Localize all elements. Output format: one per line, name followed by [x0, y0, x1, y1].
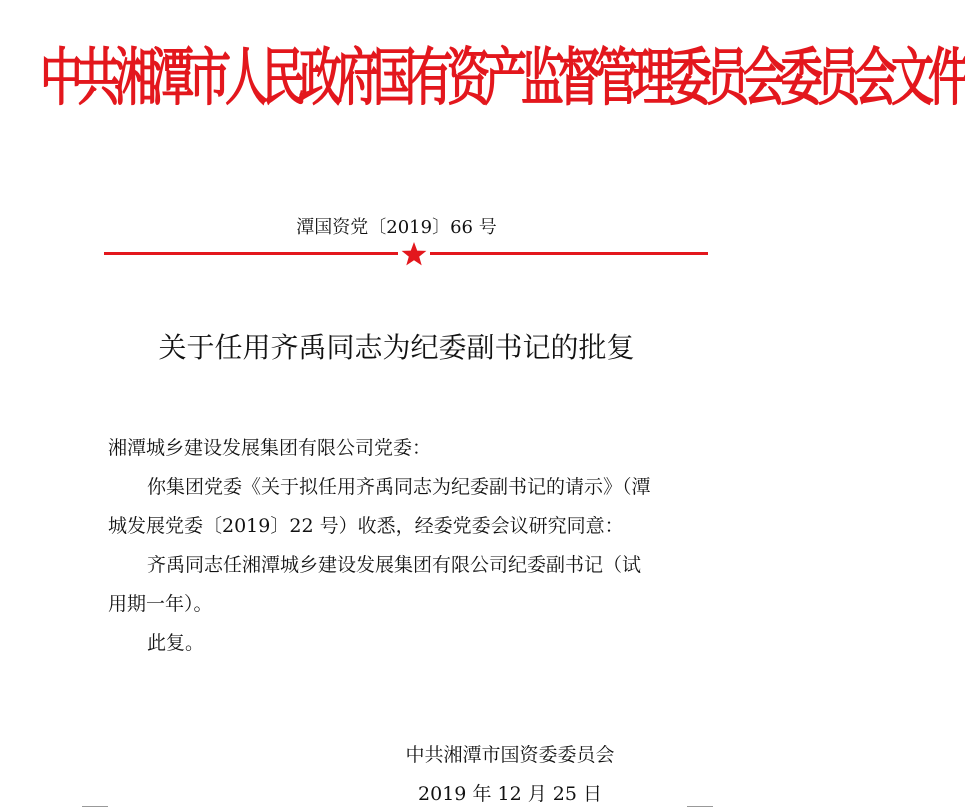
- signature-date: 2019 年 12 月 25 日: [418, 783, 602, 805]
- signature-organization: 中共湘潭市国资委委员会: [405, 744, 615, 766]
- document-header-title: 中共湘潭市人民政府国有资产监督管理委员会委员会文件: [40, 42, 965, 115]
- document-title: 关于任用齐禹同志为纪委副书记的批复: [158, 331, 635, 364]
- red-divider-right: [430, 252, 708, 255]
- page-corner-mark-left: [82, 806, 108, 807]
- paragraph-1-line-2: 城发展党委〔2019〕22 号）收悉，经委党委会议研究同意：: [108, 515, 624, 537]
- page-corner-mark-right: [687, 806, 713, 807]
- salutation: 湘潭城乡建设发展集团有限公司党委：: [108, 437, 432, 459]
- paragraph-2-line-2: 用期一年）。: [108, 593, 213, 615]
- closing-text: 此复。: [147, 632, 205, 654]
- paragraph-2-line-1: 齐禹同志任湘潭城乡建设发展集团有限公司纪委副书记（试: [147, 554, 642, 576]
- paragraph-1-line-1: 你集团党委《关于拟任用齐禹同志为纪委副书记的请示》（潭: [147, 476, 651, 498]
- red-divider-left: [104, 252, 398, 255]
- star-icon: [401, 241, 427, 267]
- document-number: 潭国资党〔2019〕66 号: [296, 217, 497, 238]
